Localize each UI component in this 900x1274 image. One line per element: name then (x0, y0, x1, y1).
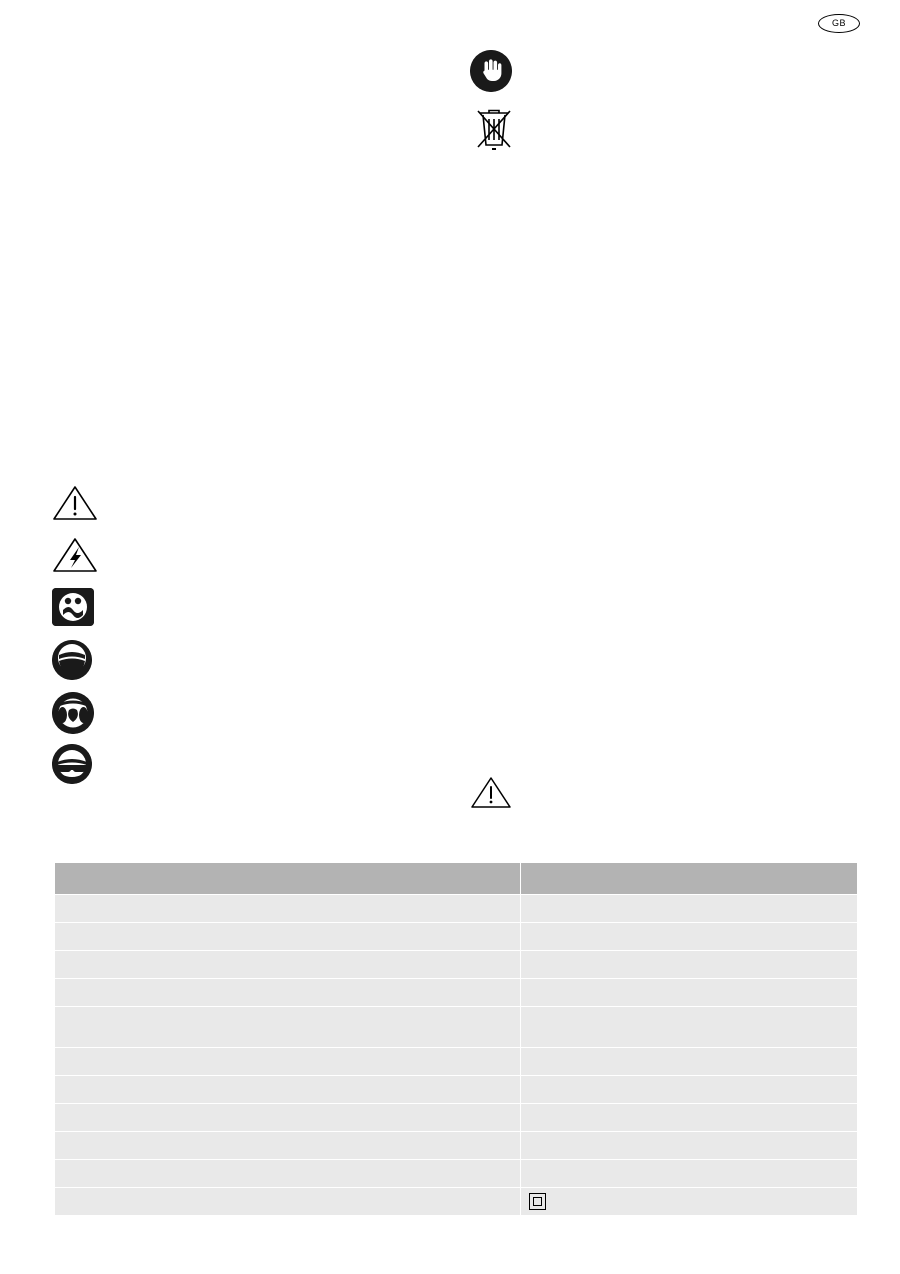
table-body (55, 895, 858, 1216)
wear-ear-protection-icon (52, 692, 112, 744)
row-value (520, 1132, 857, 1160)
table-row (55, 895, 858, 923)
general-warning-icon (52, 484, 112, 536)
row-value (520, 1104, 857, 1132)
table-row (55, 1132, 858, 1160)
wear-dust-mask-icon (52, 640, 112, 692)
row-label (55, 1160, 521, 1188)
row-label (55, 923, 521, 951)
row-label (55, 895, 521, 923)
weee-crossed-out-bin-icon (470, 105, 518, 153)
table-row (55, 1160, 858, 1188)
electrical-hazard-icon (52, 536, 112, 588)
table-row-protection-class (55, 1188, 858, 1216)
row-label (55, 951, 521, 979)
table-header-cell-label (55, 863, 521, 895)
row-label (55, 979, 521, 1007)
row-value (520, 923, 857, 951)
table-row (55, 923, 858, 951)
language-badge: GB (818, 14, 860, 33)
table-header-row (55, 863, 858, 895)
row-label (55, 1048, 521, 1076)
row-label (55, 1104, 521, 1132)
table-row (55, 979, 858, 1007)
table-row (55, 1048, 858, 1076)
row-value (520, 979, 857, 1007)
row-value (520, 1007, 857, 1048)
row-label (55, 1132, 521, 1160)
table-row (55, 1076, 858, 1104)
table-header-cell-value (520, 863, 857, 895)
row-value (520, 951, 857, 979)
table-row (55, 1104, 858, 1132)
table-row (55, 951, 858, 979)
row-label (55, 1007, 521, 1048)
row-label (55, 1076, 521, 1104)
row-value (520, 1048, 857, 1076)
read-instructions-icon (52, 588, 112, 640)
wear-eye-protection-icon (52, 744, 112, 796)
wear-protective-gloves-icon (470, 50, 512, 92)
row-value (520, 1160, 857, 1188)
safety-icon-column (52, 484, 112, 796)
row-label (55, 1188, 521, 1216)
specification-table (54, 862, 858, 1216)
protection-class-ii-icon (529, 1193, 546, 1210)
row-value (520, 1188, 857, 1216)
row-value (520, 895, 857, 923)
top-pictogram-group (0, 50, 900, 160)
row-value (520, 1076, 857, 1104)
warning-triangle-icon (470, 776, 512, 810)
table-row (55, 1007, 858, 1048)
